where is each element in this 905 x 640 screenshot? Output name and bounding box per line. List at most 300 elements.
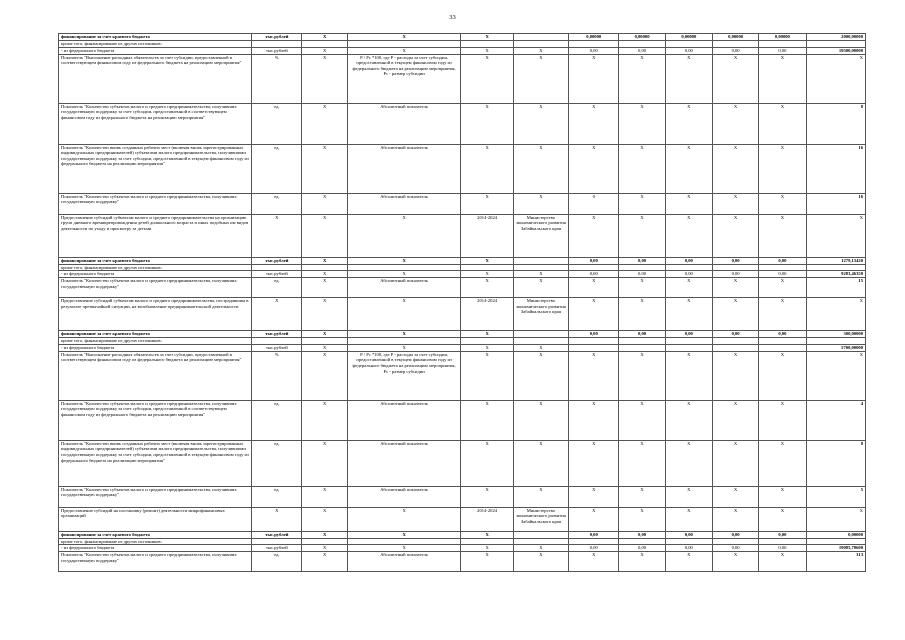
table-cell: 313 xyxy=(806,552,865,572)
row-label-cell: финансирование за счет краевого бюджета xyxy=(59,531,252,538)
table-row xyxy=(59,440,866,486)
table-cell: 0,00 xyxy=(619,331,665,338)
table-cell: тыс.рублей xyxy=(252,271,302,278)
table-cell: X xyxy=(302,214,347,257)
table-cell: X xyxy=(806,298,865,331)
table-cell: X xyxy=(461,440,513,486)
table-cell: X xyxy=(759,193,806,214)
table-cell xyxy=(619,344,665,351)
table-cell: 19085,78600 xyxy=(806,545,865,552)
table-row xyxy=(59,531,866,538)
table-cell: X xyxy=(513,400,568,440)
table-cell: X xyxy=(569,54,619,103)
table-cell: X xyxy=(759,278,806,298)
table-row xyxy=(59,193,866,214)
table-cell xyxy=(513,531,568,538)
table-cell: 0,00000 xyxy=(619,34,665,41)
table-cell: X xyxy=(619,103,665,144)
table-row xyxy=(59,41,866,48)
table-cell: Абсолютный показатель xyxy=(347,193,461,214)
page-number: 33 xyxy=(449,14,456,21)
table-cell: X xyxy=(712,278,758,298)
table-cell xyxy=(806,264,865,271)
table-cell: X xyxy=(347,47,461,54)
table-cell: 0,00 xyxy=(619,545,665,552)
table-cell: X xyxy=(712,103,758,144)
table-cell: X xyxy=(347,34,461,41)
table-row xyxy=(59,214,866,257)
table-cell: X xyxy=(569,507,619,531)
table-cell xyxy=(513,264,568,271)
table-cell: X xyxy=(619,214,665,257)
table-cell: 0,00000 xyxy=(806,531,865,538)
table-cell: X xyxy=(513,486,568,507)
table-cell: 0,00 xyxy=(665,257,712,264)
table-cell: 0,00 xyxy=(569,545,619,552)
table-cell: 5700,00000 xyxy=(806,344,865,351)
table-cell: X xyxy=(665,507,712,531)
table-cell xyxy=(461,41,513,48)
table-row xyxy=(59,545,866,552)
table-cell xyxy=(712,338,758,345)
table-cell: X xyxy=(619,440,665,486)
table-cell: X xyxy=(461,144,513,193)
table-cell: X xyxy=(347,545,461,552)
row-label-cell: Показатель "Выполнение расходных обязательств за счет субсидии, предоставленной в соответствующем финансовом году из федерального бюджета на реализацию мероприятия" xyxy=(59,351,252,400)
row-label-cell: - из федерального бюджета xyxy=(59,271,252,278)
table-cell: X xyxy=(252,298,302,331)
table-cell xyxy=(665,338,712,345)
table-cell: X xyxy=(665,298,712,331)
table-cell: Абсолютный показатель xyxy=(347,144,461,193)
table-cell: X xyxy=(619,298,665,331)
table-cell: X xyxy=(619,507,665,531)
table-cell: 15 xyxy=(806,278,865,298)
table-cell: X xyxy=(461,552,513,572)
table-cell: X xyxy=(712,440,758,486)
table-cell: X xyxy=(302,144,347,193)
table-cell: тыс.рублей xyxy=(252,344,302,351)
table-cell: X xyxy=(302,47,347,54)
table-cell: X xyxy=(759,214,806,257)
row-label-cell: финансирование за счет краевого бюджета xyxy=(59,34,252,41)
table-cell xyxy=(461,538,513,545)
table-cell: 0,00 xyxy=(712,545,758,552)
table-cell xyxy=(806,538,865,545)
table-cell: Абсолютный показатель xyxy=(347,103,461,144)
table-cell: X xyxy=(461,331,513,338)
table-cell: X xyxy=(461,400,513,440)
row-label-cell: - из федерального бюджета xyxy=(59,344,252,351)
table-cell: тыс.рублей xyxy=(252,331,302,338)
table-cell: 0,00 xyxy=(619,257,665,264)
row-label-cell: Показатель "Количество субъектов малого и среднего предпринимательства, получивших государственную поддержку" xyxy=(59,552,252,572)
table-cell: X xyxy=(712,144,758,193)
table-cell: X xyxy=(712,298,758,331)
table-cell: X xyxy=(665,193,712,214)
table-cell: X xyxy=(461,531,513,538)
table-cell: тыс.рублей xyxy=(252,47,302,54)
table-cell: 8 xyxy=(806,103,865,144)
table-cell: 2000,00000 xyxy=(806,34,865,41)
table-cell: X xyxy=(513,144,568,193)
table-cell: X xyxy=(302,531,347,538)
table-cell: 2014-2024 xyxy=(461,507,513,531)
table-cell xyxy=(252,338,302,345)
table-cell: X xyxy=(302,440,347,486)
table-cell: X xyxy=(302,298,347,331)
table-row xyxy=(59,54,866,103)
table-cell xyxy=(302,338,347,345)
table-row xyxy=(59,47,866,54)
row-label-cell: Показатель "Количество вновь созданных рабочих мест (включая вновь зарегистрированных индивидуальных предпринимателей) субъектами малого предпринимательства, получившими государственную поддержку за счет субсидии, предоставленной в текущем финансовом году из федерального бюджета на реализацию мероприятия" xyxy=(59,144,252,193)
table-cell: 5 xyxy=(806,486,865,507)
table-cell: тыс.рублей xyxy=(252,34,302,41)
table-cell: X xyxy=(806,507,865,531)
table-cell: X xyxy=(759,400,806,440)
table-cell xyxy=(759,41,806,48)
table-cell: Министерство экономического развития Забайкальского края xyxy=(513,214,568,257)
table-cell: X xyxy=(513,271,568,278)
table-cell: 0,00 xyxy=(619,47,665,54)
table-cell: X xyxy=(759,298,806,331)
table-cell: X xyxy=(302,257,347,264)
table-cell: X xyxy=(513,545,568,552)
table-cell: X xyxy=(347,298,461,331)
table-cell xyxy=(619,264,665,271)
table-cell: X xyxy=(461,545,513,552)
row-label-cell: кроме того, финансирование из других источников: xyxy=(59,538,252,545)
table-cell: ед. xyxy=(252,486,302,507)
table-cell: 1279,13420 xyxy=(806,257,865,264)
table-cell: X xyxy=(619,193,665,214)
table-row xyxy=(59,298,866,331)
table-cell: X xyxy=(513,344,568,351)
table-cell: X xyxy=(461,271,513,278)
table-cell: X xyxy=(347,531,461,538)
table-cell: тыс.рублей xyxy=(252,531,302,538)
row-label-cell: Предоставление субсидий на постановку (ремонт) деятельности микрофинансовых организаций xyxy=(59,507,252,531)
table-cell: 0,00 xyxy=(712,331,758,338)
table-cell: X xyxy=(712,214,758,257)
table-cell: X xyxy=(347,331,461,338)
table-cell: X xyxy=(619,486,665,507)
table-cell: 0,00 xyxy=(759,531,806,538)
table-cell: 2014-2024 xyxy=(461,298,513,331)
table-cell: 0,00 xyxy=(665,531,712,538)
table-cell: X xyxy=(759,486,806,507)
table-cell: 16 xyxy=(806,193,865,214)
program-table xyxy=(58,33,866,572)
table-cell: X xyxy=(569,400,619,440)
table-cell: X xyxy=(569,486,619,507)
table-cell: 2014-2024 xyxy=(461,214,513,257)
table-cell: ед. xyxy=(252,103,302,144)
table-cell: X xyxy=(569,214,619,257)
table-cell: 0,00 xyxy=(712,47,758,54)
table-cell: 0,00 xyxy=(665,331,712,338)
table-cell: X xyxy=(513,552,568,572)
row-label-cell: кроме того, финансирование из других источников: xyxy=(59,41,252,48)
table-cell: 4 xyxy=(806,400,865,440)
table-cell: % xyxy=(252,54,302,103)
row-label-cell: Показатель "Выполнение расходных обязательств за счет субсидии, предоставленной в соответствующем финансовом году из федерального бюджета на реализацию мероприятия" xyxy=(59,54,252,103)
table-cell: X xyxy=(513,440,568,486)
table-cell xyxy=(513,331,568,338)
table-cell: 0,00000 xyxy=(665,34,712,41)
table-cell: Министерство экономического развития Забайкальского края xyxy=(513,507,568,531)
table-cell: X xyxy=(302,271,347,278)
table-cell: 0,00 xyxy=(569,531,619,538)
table-cell xyxy=(759,338,806,345)
table-cell: тыс.рублей xyxy=(252,545,302,552)
table-cell: X xyxy=(759,144,806,193)
table-row xyxy=(59,486,866,507)
table-cell: 0,00 xyxy=(759,271,806,278)
table-cell xyxy=(806,41,865,48)
table-cell: X xyxy=(665,486,712,507)
table-cell xyxy=(759,538,806,545)
row-label-cell: Показатель "Количество субъектов малого и среднего предпринимательства, получивших государственную поддержку за счет субсидии, предоставленной в соответствующем финансовом году из федерального бюджета на реализацию мероприятия" xyxy=(59,400,252,440)
table-cell: X xyxy=(513,47,568,54)
table-cell xyxy=(712,538,758,545)
table-cell: X xyxy=(302,278,347,298)
table-cell: X xyxy=(619,351,665,400)
table-cell: X xyxy=(665,351,712,400)
table-cell xyxy=(619,538,665,545)
table-cell: X xyxy=(759,507,806,531)
table-cell: Абсолютный показатель xyxy=(347,440,461,486)
table-cell: Р / Рс *100, где Р - расходы за счет субсидии, предоставленной в текущем финансовом году из федерального бюджета на реализацию мероприятия, Рс - размер субсидии xyxy=(347,54,461,103)
table-cell: X xyxy=(252,507,302,531)
table-row xyxy=(59,400,866,440)
table-cell: Министерство экономического развития Забайкальского края xyxy=(513,298,568,331)
table-cell xyxy=(665,41,712,48)
table-row xyxy=(59,257,866,264)
table-cell: 0,00 xyxy=(569,271,619,278)
table-cell: X xyxy=(665,144,712,193)
table-cell xyxy=(619,338,665,345)
table-cell: X xyxy=(665,278,712,298)
row-label-cell: Показатель "Количество субъектов малого и среднего предпринимательства, получивших государственную поддержку" xyxy=(59,278,252,298)
table-row xyxy=(59,538,866,545)
table-cell xyxy=(569,264,619,271)
table-cell xyxy=(347,264,461,271)
row-label-cell: финансирование за счет краевого бюджета xyxy=(59,257,252,264)
table-cell: X xyxy=(569,278,619,298)
table-cell: X xyxy=(302,54,347,103)
table-cell: X xyxy=(461,351,513,400)
table-cell: 0,00 xyxy=(712,257,758,264)
table-cell: 0,00 xyxy=(569,47,619,54)
table-cell xyxy=(665,344,712,351)
table-cell: 0 xyxy=(569,193,619,214)
table-cell: X xyxy=(712,507,758,531)
row-label-cell: - из федерального бюджета xyxy=(59,47,252,54)
table-cell xyxy=(513,538,568,545)
table-cell: X xyxy=(619,278,665,298)
table-cell: X xyxy=(461,344,513,351)
table-cell: 300,00000 xyxy=(806,331,865,338)
table-cell: X xyxy=(302,552,347,572)
table-cell xyxy=(759,264,806,271)
table-cell: Абсолютный показатель xyxy=(347,278,461,298)
table-cell: X xyxy=(513,351,568,400)
table-cell: 0,00 xyxy=(759,257,806,264)
table-row xyxy=(59,271,866,278)
table-cell: X xyxy=(461,193,513,214)
table-cell: X xyxy=(513,54,568,103)
table-cell: Р / Рс *100, где Р - расходы за счет субсидии, предоставленной в текущем финансовом году из федерального бюджета на реализацию мероприятия, Рс - размер субсидии xyxy=(347,351,461,400)
table-cell: X xyxy=(513,278,568,298)
table-cell: X xyxy=(302,103,347,144)
table-cell: X xyxy=(513,103,568,144)
table-cell: Абсолютный показатель xyxy=(347,400,461,440)
table-cell: 0,00 xyxy=(759,47,806,54)
table-cell: X xyxy=(252,214,302,257)
table-row xyxy=(59,103,866,144)
table-cell: X xyxy=(302,344,347,351)
table-cell: X xyxy=(461,54,513,103)
table-cell: 9283,46350 xyxy=(806,271,865,278)
table-cell: 0,00 xyxy=(712,531,758,538)
table-cell: X xyxy=(302,193,347,214)
row-label-cell: Показатель "Количество субъектов малого и среднего предпринимательства, получивших государственную поддержку" xyxy=(59,486,252,507)
table-cell: Абсолютный показатель xyxy=(347,486,461,507)
table-row xyxy=(59,552,866,572)
table-cell: X xyxy=(302,34,347,41)
table-cell: X xyxy=(759,552,806,572)
table-cell: X xyxy=(302,331,347,338)
row-label-cell: Показатель "Количество субъектов малого и среднего предпринимательства, получивших государственную поддержку за счет субсидии, предоставленной в соответствующем финансовом году из федерального бюджета на реализацию мероприятия" xyxy=(59,103,252,144)
table-cell xyxy=(513,34,568,41)
table-cell: X xyxy=(712,351,758,400)
row-label-cell: Показатель "Количество субъектов малого и среднего предпринимательства, получивших государственную поддержку" xyxy=(59,193,252,214)
table-cell xyxy=(347,338,461,345)
table-cell: X xyxy=(461,257,513,264)
table-cell: X xyxy=(569,298,619,331)
table-cell: 16 xyxy=(806,144,865,193)
table-cell: X xyxy=(461,47,513,54)
table-row xyxy=(59,264,866,271)
table-cell: 0,00000 xyxy=(569,34,619,41)
table-cell: X xyxy=(302,507,347,531)
table-cell: X xyxy=(712,486,758,507)
table-cell: X xyxy=(712,400,758,440)
table-cell xyxy=(252,41,302,48)
table-cell xyxy=(302,264,347,271)
table-cell xyxy=(347,41,461,48)
table-cell xyxy=(513,338,568,345)
table-cell: ед. xyxy=(252,400,302,440)
table-cell: X xyxy=(619,400,665,440)
table-cell: X xyxy=(665,552,712,572)
table-cell: X xyxy=(569,552,619,572)
table-cell: 0,00 xyxy=(619,271,665,278)
table-row xyxy=(59,34,866,41)
table-cell: 0,00 xyxy=(619,531,665,538)
table-cell xyxy=(347,538,461,545)
table-cell xyxy=(513,257,568,264)
table-cell: X xyxy=(461,34,513,41)
row-label-cell: финансирование за счет краевого бюджета xyxy=(59,331,252,338)
table-cell xyxy=(712,41,758,48)
table-cell xyxy=(302,538,347,545)
table-cell: 0,00000 xyxy=(759,34,806,41)
table-cell: 0,00 xyxy=(712,271,758,278)
table-cell xyxy=(712,264,758,271)
row-label-cell: Предоставление субсидий субъектам малого и среднего предпринимательства на организацию групп дневного времяпрепровождения детей дошкольного возраста и иных подобных им видов деятельности по уходу и присмотру за детьми xyxy=(59,214,252,257)
table-cell: X xyxy=(759,103,806,144)
table-row xyxy=(59,331,866,338)
table-cell: 0,00 xyxy=(569,257,619,264)
table-cell xyxy=(665,538,712,545)
table-cell: 19500,00000 xyxy=(806,47,865,54)
table-cell: 0,00000 xyxy=(712,34,758,41)
table-cell: X xyxy=(513,193,568,214)
table-cell xyxy=(619,41,665,48)
table-cell: X xyxy=(712,193,758,214)
table-cell xyxy=(569,338,619,345)
table-cell: X xyxy=(347,344,461,351)
row-label-cell: кроме того, финансирование из других источников: xyxy=(59,338,252,345)
row-label-cell: Показатель "Количество вновь созданных рабочих мест (включая вновь зарегистрированных индивидуальных предпринимателей) субъектами малого предпринимательства, получившими государственную поддержку за счет субсидии, предоставленной в текущем финансовом году из федерального бюджета на реализацию мероприятия" xyxy=(59,440,252,486)
table-cell: X xyxy=(759,54,806,103)
table-cell: X xyxy=(347,214,461,257)
table-cell: X xyxy=(347,507,461,531)
table-cell: X xyxy=(665,214,712,257)
table-cell xyxy=(665,264,712,271)
table-cell: ед. xyxy=(252,144,302,193)
table-cell: X xyxy=(461,103,513,144)
table-cell xyxy=(513,41,568,48)
table-cell: X xyxy=(569,144,619,193)
table-row xyxy=(59,278,866,298)
table-row xyxy=(59,338,866,345)
row-label-cell: - из федерального бюджета xyxy=(59,545,252,552)
table-cell: X xyxy=(302,351,347,400)
table-cell xyxy=(569,41,619,48)
table-cell: 8 xyxy=(806,440,865,486)
table-cell: тыс.рублей xyxy=(252,257,302,264)
table-cell: ед. xyxy=(252,193,302,214)
table-cell: X xyxy=(712,552,758,572)
row-label-cell: кроме того, финансирование из других источников: xyxy=(59,264,252,271)
table-cell xyxy=(569,344,619,351)
table-cell: X xyxy=(302,486,347,507)
table-cell: X xyxy=(461,278,513,298)
table-row xyxy=(59,507,866,531)
table-cell: X xyxy=(806,214,865,257)
table-cell xyxy=(806,338,865,345)
table-cell: 0,00 xyxy=(759,331,806,338)
table-cell: X xyxy=(619,54,665,103)
table-cell: X xyxy=(619,144,665,193)
table-cell: X xyxy=(569,351,619,400)
table-cell: X xyxy=(569,103,619,144)
table-cell: 0,00 xyxy=(569,331,619,338)
table-cell: X xyxy=(347,257,461,264)
table-cell: X xyxy=(665,103,712,144)
table-cell xyxy=(252,538,302,545)
table-cell: ед. xyxy=(252,278,302,298)
table-cell: Абсолютный показатель xyxy=(347,552,461,572)
table-cell: 0,00 xyxy=(665,47,712,54)
row-label-cell: Предоставление субсидий субъектам малого и среднего предпринимательства, пострадавшим в результате чрезвычайной ситуации, на возобновление предпринимательской деятельности xyxy=(59,298,252,331)
table-cell: 0,00 xyxy=(665,545,712,552)
table-row xyxy=(59,344,866,351)
table-cell: X xyxy=(806,351,865,400)
